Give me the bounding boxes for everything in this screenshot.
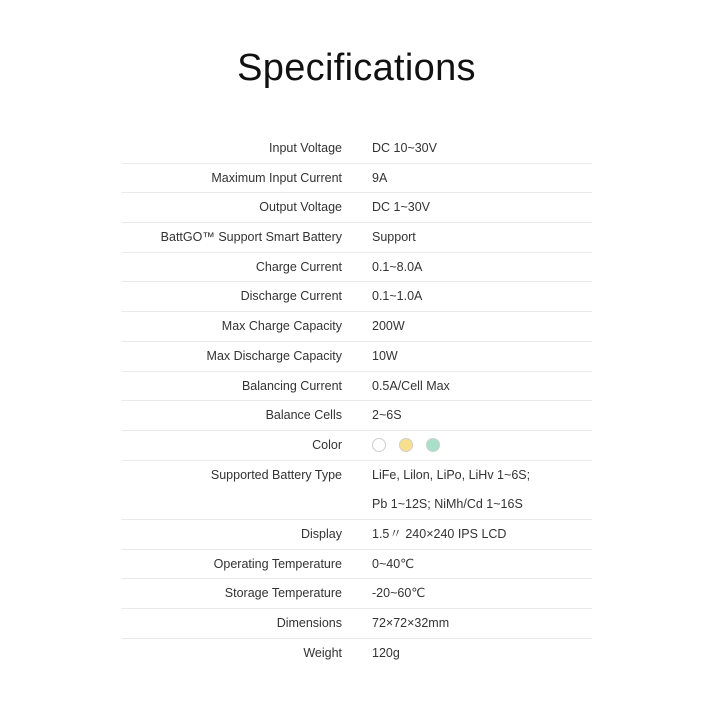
spec-label: Storage Temperature <box>224 586 342 601</box>
spec-label: Display <box>301 526 342 541</box>
spec-value: 200W <box>372 319 405 334</box>
spec-label: Operating Temperature <box>213 556 342 571</box>
spec-row-charge-current <box>122 253 592 283</box>
spec-label: Dimensions <box>276 616 342 630</box>
spec-row-max-charge-capacity <box>122 312 592 342</box>
spec-label: Balance Cells <box>265 408 342 423</box>
spec-row-storage-temperature <box>122 579 592 609</box>
spec-row-operating-temperature <box>122 550 592 580</box>
spec-value: 120g <box>372 645 400 660</box>
spec-label: Output Voltage <box>259 200 342 215</box>
color-swatches <box>372 438 440 454</box>
spec-table <box>122 134 592 668</box>
spec-row-supported-battery-type <box>122 461 592 491</box>
spec-label: Balancing Current <box>241 378 342 393</box>
page-title: Specifications <box>237 47 476 89</box>
spec-row-max-discharge-capacity <box>122 342 592 372</box>
spec-label: BattGO™ Support Smart Battery <box>160 230 342 245</box>
spec-label: Charge Current <box>255 259 342 274</box>
spec-row-maximum-input-current <box>122 164 592 194</box>
spec-value: 0.1~1.0A <box>372 289 423 304</box>
color-swatch-white <box>372 438 386 452</box>
spec-value: LiFe, Lilon, LiPo, LiHv 1~6S; <box>372 467 531 482</box>
spec-row-weight <box>122 639 592 669</box>
spec-row-battgo-support <box>122 223 592 253</box>
spec-label: Max Discharge Capacity <box>206 348 342 363</box>
spec-value: -20~60℃ <box>372 586 426 601</box>
spec-row-display <box>122 520 592 550</box>
spec-row-balancing-current <box>122 372 592 402</box>
spec-value: 0.1~8.0A <box>372 259 423 274</box>
spec-value: DC 1~30V <box>372 200 431 215</box>
color-swatch-yellow <box>399 438 413 452</box>
spec-row-input-voltage <box>122 134 592 164</box>
spec-label: Supported Battery Type <box>210 467 342 482</box>
spec-label: Input Voltage <box>269 141 342 155</box>
spec-row-supported-battery-type-cont <box>122 490 592 520</box>
spec-row-output-voltage <box>122 193 592 223</box>
spec-value: 1.5〃 240×240 IPS LCD <box>372 526 507 541</box>
spec-row-color <box>122 431 592 461</box>
spec-value: Pb 1~12S; NiMh/Cd 1~16S <box>372 497 523 512</box>
spec-value: DC 10~30V <box>372 141 437 155</box>
spec-value: 0~40℃ <box>372 556 415 571</box>
spec-label: Discharge Current <box>240 289 342 304</box>
spec-value: 72×72×32mm <box>372 616 450 630</box>
spec-row-discharge-current <box>122 282 592 312</box>
spec-label: Maximum Input Current <box>211 170 342 185</box>
spec-label: Max Charge Capacity <box>221 319 342 334</box>
spec-value: 2~6S <box>372 408 402 423</box>
color-swatch-green <box>426 438 440 452</box>
spec-label: Weight <box>303 645 342 660</box>
spec-value: Support <box>372 230 416 245</box>
spec-row-balance-cells <box>122 401 592 431</box>
spec-value: 10W <box>372 348 398 363</box>
spec-label: Color <box>312 437 342 452</box>
spec-value: 0.5A/Cell Max <box>372 378 450 393</box>
spec-value: 9A <box>372 170 388 185</box>
spec-row-dimensions <box>122 609 592 639</box>
